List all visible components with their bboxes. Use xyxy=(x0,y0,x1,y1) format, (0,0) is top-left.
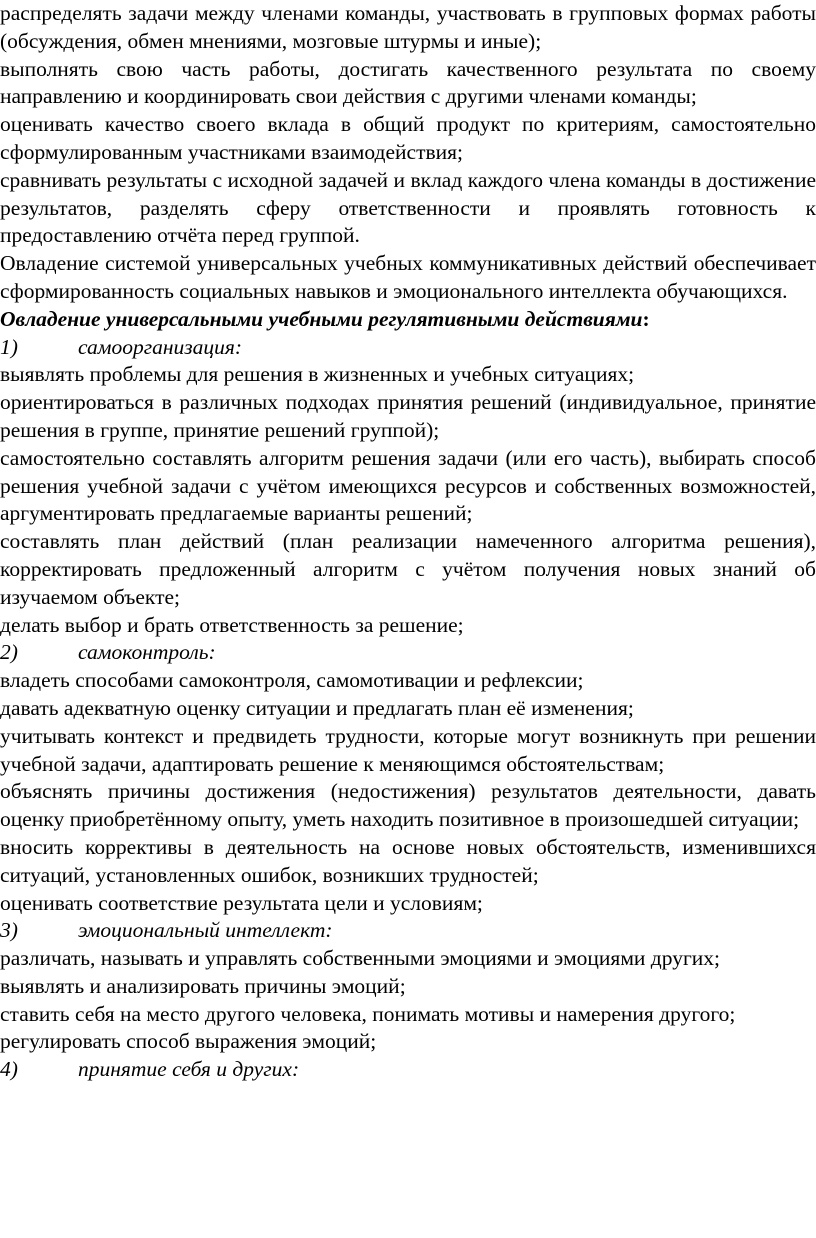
list-item: ставить себя на место другого человека, понимать мотивы и намерения другого; xyxy=(0,1001,736,1026)
list-item: объяснять причины достижения (недостижения) результатов деятельности, давать оценку приобретённому опыту, уметь находить позитивное в произошедшей ситуации; xyxy=(0,779,816,832)
list-item: делать выбор и брать ответственность за решение; xyxy=(0,612,464,637)
list-title: эмоциональный интеллект: xyxy=(78,918,333,943)
list-item: самостоятельно составлять алгоритм решения задачи (или его часть), выбирать способ решения учебной задачи с учётом имеющихся ресурсов и собственных возможностей, аргументировать предлагаемые варианты решений; xyxy=(0,445,816,526)
list-number: 4) xyxy=(0,1057,18,1082)
list-number: 3) xyxy=(0,918,18,943)
list-item: учитывать контекст и предвидеть трудности, которые могут возникнуть при решении учебной задачи, адаптировать решение к меняющимся обстоятельствам; xyxy=(0,723,816,776)
list-heading-acceptance xyxy=(0,1056,816,1084)
section-heading xyxy=(0,306,816,334)
list-item: ориентироваться в различных подходах принятия решений (индивидуальное, принятие решения в группе, принятие решений группой); xyxy=(0,390,816,442)
list-item: вносить коррективы в деятельность на основе новых обстоятельств, изменившихся ситуаций, установленных ошибок, возникших трудностей; xyxy=(0,834,816,887)
list-item: владеть способами самоконтроля, самомотивации и рефлексии; xyxy=(0,668,584,693)
list-item: выявлять проблемы для решения в жизненных и учебных ситуациях; xyxy=(0,362,635,387)
list-number: 1) xyxy=(0,334,18,359)
paragraph-communicative-summary: Овладение системой универсальных учебных коммуникативных действий обеспечивает сформированность социальных навыков и эмоционального интеллекта обучающихся. xyxy=(0,251,816,303)
list-number: 2) xyxy=(0,640,18,665)
list-item: давать адекватную оценку ситуации и предлагать план её изменения; xyxy=(0,695,634,720)
list-item: регулировать способ выражения эмоций; xyxy=(0,1029,377,1054)
list-heading-emotional-intelligence xyxy=(0,917,816,945)
list-item: составлять план действий (план реализации намеченного алгоритма решения), корректировать предложенный алгоритм с учётом получения новых знаний об изучаемом объекте; xyxy=(0,529,816,609)
section-heading-text: Овладение универсальными учебными регулятивными действиями xyxy=(0,306,643,331)
list-item: оценивать соответствие результата цели и условиям; xyxy=(0,890,483,915)
paragraph-own-work: выполнять свою часть работы, достигать качественного результата по своему направлению и координировать свои действия с другими членами команды; xyxy=(0,56,816,109)
list-title: самоорганизация: xyxy=(78,334,243,359)
list-heading-self-control xyxy=(0,639,816,667)
paragraph-evaluate-contribution: оценивать качество своего вклада в общий продукт по критериям, самостоятельно сформулированным участниками взаимодействия; xyxy=(0,112,816,164)
section-heading-colon: : xyxy=(642,306,650,331)
list-title: самоконтроль: xyxy=(78,640,216,665)
paragraph-team-tasks: распределять задачи между членами команды, участвовать в групповых формах работы (обсуждения, обмен мнениями, мозговые штурмы и иные); xyxy=(0,1,816,53)
list-item: различать, называть и управлять собственными эмоциями и эмоциями других; xyxy=(0,946,721,971)
paragraph-compare-results: сравнивать результаты с исходной задачей и вклад каждого члена команды в достижение результатов, разделять сферу ответственности и проявлять готовность к предоставлению отчёта перед группой. xyxy=(0,167,816,248)
list-heading-self-organization xyxy=(0,334,816,362)
list-item: выявлять и анализировать причины эмоций; xyxy=(0,973,406,998)
list-title: принятие себя и других: xyxy=(78,1057,300,1082)
